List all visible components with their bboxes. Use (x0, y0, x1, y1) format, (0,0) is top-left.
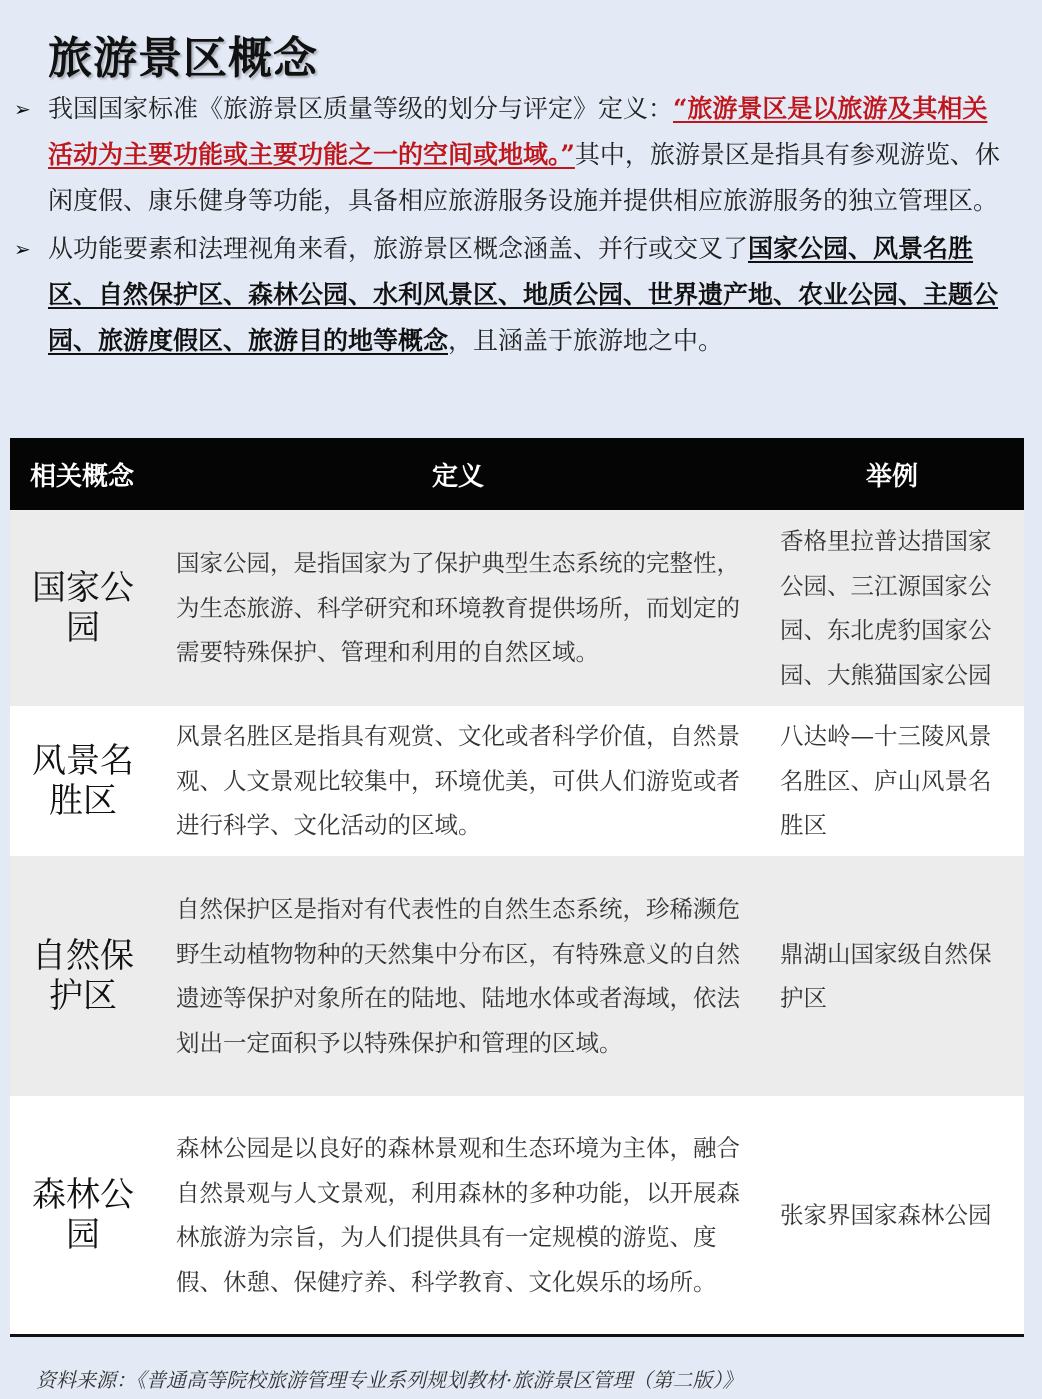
highlighted-definition: “旅游景区是以旅游及其相关活动为主要功能或主要功能之一的空间或地域。” (48, 94, 988, 169)
bullet-text: ，且涵盖于旅游地之中。 (448, 326, 724, 355)
definition-cell: 自然保护区是指对有代表性的自然生态系统，珍稀濒危野生动植物物种的天然集中分布区，有特殊意义的自然遗迹等保护对象所在的陆地、陆地水体或者海域，依法划出一定面积予以特殊保护和管理的区域。 (176, 895, 740, 1057)
table-row (10, 510, 1024, 706)
example-cell: 八达岭—十三陵风景名胜区、庐山风景名胜区 (780, 722, 992, 840)
arrow-bullet-icon: ➢ (14, 237, 31, 261)
definition-cell: 森林公园是以良好的森林景观和生态环境为主体，融合自然景观与人文景观，利用森林的多种功能，以开展森林旅游为宗旨，为人们提供具有一定规模的游览、度假、休憩、保健疗养、科学教育、文化娱乐的场所。 (176, 1134, 740, 1296)
example-cell: 张家界国家森林公园 (780, 1200, 992, 1229)
bullet-list (14, 86, 1004, 364)
example-cell: 鼎湖山国家级自然保护区 (780, 939, 992, 1012)
concept-cell: 风景名胜区 (32, 741, 134, 821)
bullet-text: 从功能要素和法理视角来看，旅游景区概念涵盖、并行或交叉了 (48, 234, 749, 263)
concepts-table (10, 438, 1024, 1337)
table-header (10, 438, 1024, 510)
highlighted-concepts: 国家公园、风景名胜区、自然保护区、森林公园、水利风景区、地质公园、世界遗产地、农业公园、主题公园、旅游度假区、旅游目的地等概念 (48, 234, 999, 355)
table-row (10, 856, 1024, 1096)
table-row (10, 1096, 1024, 1334)
concept-cell: 国家公园 (32, 568, 134, 648)
bullet-item-definition (14, 86, 1004, 224)
definition-cell: 国家公园，是指国家为了保护典型生态系统的完整性，为生态旅游、科学研究和环境教育提供场所，而划定的需要特殊保护、管理和利用的自然区域。 (176, 549, 740, 667)
page-title: 旅游景区概念 (48, 33, 318, 84)
arrow-bullet-icon: ➢ (14, 97, 31, 121)
concept-cell: 自然保护区 (32, 936, 134, 1016)
header-concept: 相关概念 (30, 461, 135, 492)
definition-cell: 风景名胜区是指具有观赏、文化或者科学价值，自然景观、人文景观比较集中，环境优美，可供人们游览或者进行科学、文化活动的区域。 (176, 722, 740, 840)
example-cell: 香格里拉普达措国家公园、三江源国家公园、东北虎豹国家公园、大熊猫国家公园 (780, 527, 992, 689)
bullet-text: 我国国家标准《旅游景区质量等级的划分与评定》定义： (48, 94, 674, 123)
header-example: 举例 (865, 461, 918, 492)
source-citation: 资料来源：《普通高等院校旅游管理专业系列规划教材·旅游景区管理（第二版）》 (36, 1368, 743, 1392)
concept-cell: 森林公园 (32, 1175, 134, 1255)
bullet-text: 其中，旅游景区是指具有参观游览、休闲度假、康乐健身等功能，具备相应旅游服务设施并提供相应旅游服务的独立管理区。 (48, 140, 1000, 215)
table-row (10, 706, 1024, 856)
bullet-item-related-concepts (14, 226, 1004, 364)
header-definition: 定义 (431, 461, 484, 492)
